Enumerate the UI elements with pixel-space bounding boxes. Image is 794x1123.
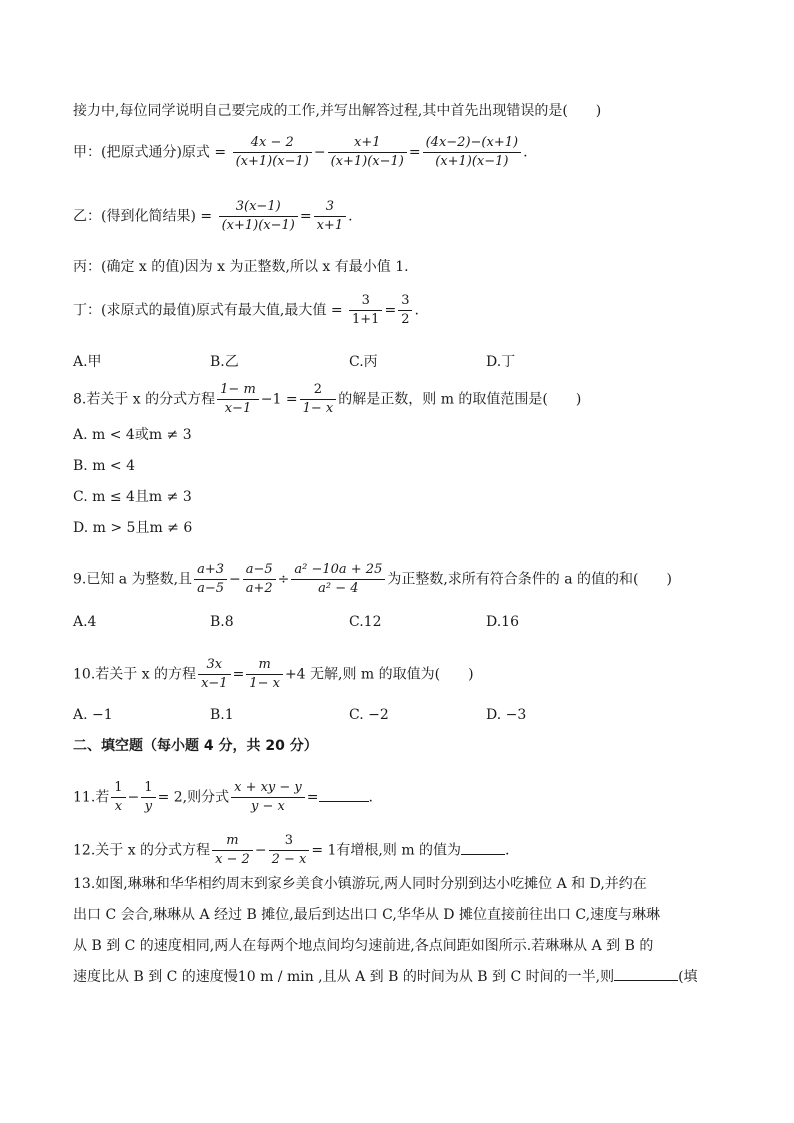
question-12-suffix: . <box>505 842 510 859</box>
question-9-prefix: 9.已知 a 为整数,且 <box>73 571 193 588</box>
step-jia: 甲：(把原式通分)原式 = $\frac{4x - 2}{(x+1)(x-1)}$ − $\frac{x+1}{(x+1)(x-1)}$ = $\frac{(4x-2)-(x+1)}{(x+1)(x-1)}$ . <box>73 135 528 169</box>
q8-option-c[interactable]: C. m ≤ 4且m ≠ 3 <box>73 489 192 505</box>
fraction <box>349 292 382 329</box>
numerator: a−5 <box>245 562 273 577</box>
answer-blank[interactable] <box>614 968 678 981</box>
denominator: x − 2 <box>212 850 253 869</box>
numerator: 2 <box>313 382 323 397</box>
question-13-line-1: 13.如图,琳琳和华华相约周末到家乡美食小镇游玩,两人同时分别到达小吃摊位 A 和 D,并约在 <box>73 876 647 892</box>
denominator: x <box>111 797 125 816</box>
fraction <box>246 656 283 693</box>
fraction <box>398 292 412 329</box>
q8-option-a[interactable]: A. m < 4或m ≠ 3 <box>73 427 192 443</box>
section-heading: 二、填空题（每小题 4 分，共 20 分） <box>73 738 318 754</box>
question-8-prefix: 8.若关于 x 的分式方程 <box>73 391 216 408</box>
denominator: 1+1 <box>349 310 382 329</box>
numerator: 3 <box>325 199 334 214</box>
q7-option-d[interactable]: D.丁 <box>486 354 516 370</box>
q9-option-d[interactable]: D.16 <box>486 614 519 630</box>
fraction <box>269 832 310 869</box>
question-11-mid: = 2,则分式 <box>157 789 230 806</box>
denominator: 1− x <box>246 674 283 693</box>
step-yi: 乙：(得到化简结果) = $\frac{3(x-1)}{(x+1)(x-1)}$ = $\frac{3}{x+1}$ . <box>73 199 353 233</box>
numerator: 4x − 2 <box>250 135 294 150</box>
step-yi-label: 乙：(得到化简结果) <box>73 208 196 225</box>
q10-option-a[interactable]: A. −1 <box>73 707 113 723</box>
question-12: 12.关于 x 的分式方程 $\frac{m}{x - 2}$ − $\frac{3}{2 - x}$ = 1有增根,则 m 的值为 . <box>73 833 510 867</box>
question-9: 9.已知 a 为整数,且 $\frac{a+3}{a-5}$ − $\frac{a-5}{a+2}$ ÷ $\frac{\text{a² −10a + 25}}{\text{a² − 4}}$ 为正整数,求所有符合条件的 a 的值的和( ) <box>73 562 672 596</box>
denominator: x−1 <box>198 674 231 693</box>
question-12-mid: = 1有增根,则 m 的值为 <box>311 842 462 859</box>
denominator: (x+1)(x−1) <box>328 152 407 171</box>
question-10: 10.若关于 x 的方程 $\frac{3x}{x-1}$ = $\frac{m}{1- x}$ +4 无解,则 m 的取值为( ) <box>73 657 474 691</box>
q10-option-d[interactable]: D. −3 <box>486 707 527 723</box>
q7-option-a[interactable]: A.甲 <box>73 354 102 370</box>
numerator: a² −10a + 25 <box>294 562 383 577</box>
numerator: 3(x−1) <box>235 199 281 214</box>
q10-option-b[interactable]: B.1 <box>210 707 234 723</box>
question-10-prefix: 10.若关于 x 的方程 <box>73 666 197 683</box>
numerator: 3 <box>284 833 294 848</box>
question-8-suffix: 的解是正数，则 m 的取值范围是( ) <box>338 391 582 408</box>
q7-option-c[interactable]: C.丙 <box>349 354 378 370</box>
numerator: a+3 <box>197 562 224 577</box>
denominator: (x+1)(x−1) <box>233 152 312 171</box>
fraction <box>212 832 253 869</box>
answer-blank[interactable] <box>461 842 505 855</box>
fraction <box>231 779 305 816</box>
numerator: x + xy − y <box>234 780 302 795</box>
step-ding: 丁：(求原式的最值)原式有最大值,最大值 = $\frac{3}{1+1}$ = $\frac{3}{2}$ . <box>73 293 419 327</box>
fraction <box>141 779 155 816</box>
denominator: y <box>141 797 155 816</box>
denominator: 1− x <box>300 399 337 418</box>
q8-option-d[interactable]: D. m > 5且m ≠ 6 <box>73 520 193 536</box>
numerator: x+1 <box>353 135 381 150</box>
denominator: a² − 4 <box>291 579 385 598</box>
fraction <box>300 381 337 418</box>
question-13-line-2: 出口 C 会合,琳琳从 A 经过 B 摊位,最后到达出口 C,华华从 D 摊位直接前往出口 C,速度与琳琳 <box>73 907 661 923</box>
fraction <box>233 134 312 171</box>
denominator: a−5 <box>194 579 227 598</box>
question-12-prefix: 12.关于 x 的分式方程 <box>73 842 211 859</box>
denominator: x+1 <box>314 216 347 235</box>
question-13-line-4-text: 速度比从 B 到 C 的速度慢10 m / min ,且从 A 到 B 的时间为从 B 到 C 时间的一半,则 <box>73 969 615 985</box>
question-8 <box>73 381 581 418</box>
fraction <box>219 198 298 235</box>
question-8-operator: −1 = <box>260 391 298 408</box>
step-bing: 丙：(确定 x 的值)因为 x 为正整数,所以 x 有最小值 1. <box>73 259 409 275</box>
question-13-line-4-tail: (填 <box>678 969 698 985</box>
denominator: 2 <box>398 310 412 329</box>
fraction <box>217 381 259 418</box>
question-10-suffix: +4 无解,则 m 的取值为( ) <box>284 666 474 683</box>
question-11-prefix: 11.若 <box>73 789 110 806</box>
numerator: m <box>226 833 239 848</box>
question-13-line-3: 从 B 到 C 的速度相同,两人在每两个地点间均匀速前进,各点间距如图所示.若琳琳从 A 到 B 的 <box>73 938 654 954</box>
fraction <box>194 561 227 598</box>
denominator: (x+1)(x−1) <box>219 216 298 235</box>
question-7-intro: 接力中,每位同学说明自己要完成的工作,并写出解答过程,其中首先出现错误的是( ) <box>73 103 602 119</box>
step-ding-label: 丁：(求原式的最值)原式有最大值,最大值 <box>73 302 327 319</box>
q10-option-c[interactable]: C. −2 <box>349 707 389 723</box>
fraction <box>328 134 407 171</box>
question-9-suffix: 为正整数,求所有符合条件的 a 的值的和( ) <box>387 571 672 588</box>
question-11-suffix: . <box>368 789 373 806</box>
numerator: m <box>258 657 271 672</box>
fraction <box>198 656 231 693</box>
numerator: (4x−2)−(x+1) <box>425 135 519 150</box>
q9-option-c[interactable]: C.12 <box>349 614 382 630</box>
question-13-line-4 <box>73 966 698 988</box>
q9-option-a[interactable]: A.4 <box>73 614 97 630</box>
fraction <box>423 134 521 171</box>
numerator: 1− m <box>220 382 256 397</box>
denominator: (x+1)(x−1) <box>423 152 521 171</box>
denominator: x−1 <box>217 399 259 418</box>
step-jia-label: 甲：(把原式通分)原式 <box>73 144 210 161</box>
fraction <box>111 779 125 816</box>
answer-blank[interactable] <box>319 789 369 802</box>
q7-option-b[interactable]: B.乙 <box>210 354 239 370</box>
denominator: a+2 <box>243 579 276 598</box>
fraction <box>243 561 276 598</box>
numerator: 3x <box>206 657 223 672</box>
fraction <box>291 561 385 598</box>
numerator: 3 <box>401 293 410 308</box>
fraction <box>314 198 347 235</box>
question-11: 11.若 $\frac{1}{x}$ − $\frac{1}{y}$ = 2,则分式 $\frac{x + xy - y}{y - x}$ = . <box>73 780 373 814</box>
numerator: 1 <box>114 780 123 795</box>
q8-option-b[interactable]: B. m < 4 <box>73 458 136 474</box>
numerator: 3 <box>361 293 370 308</box>
denominator: y − x <box>231 797 305 816</box>
q9-option-b[interactable]: B.8 <box>210 614 234 630</box>
numerator: 1 <box>144 780 153 795</box>
denominator: 2 − x <box>269 850 310 869</box>
